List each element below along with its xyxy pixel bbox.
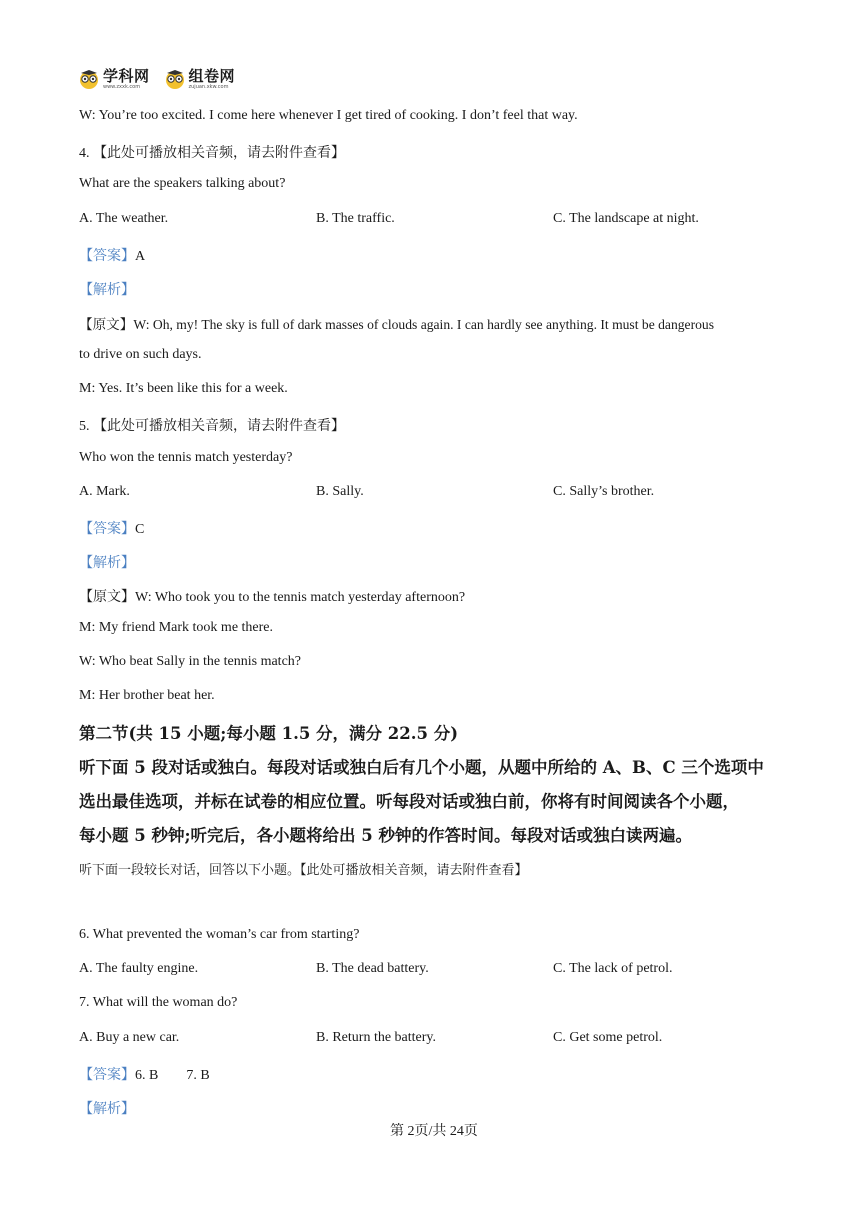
question-4-options [79,211,779,227]
question-6-text: 6. What prevented the woman’s car from starting? [79,927,360,942]
question-5-text: Who won the tennis match yesterday? [79,450,293,465]
option-b: B. Sally. [316,484,364,499]
question-7-options [79,1030,779,1046]
analysis-tag: 【解析】 [79,1102,135,1117]
original-text-line [79,586,465,606]
original-text: W: Who took you to the tennis match yesterday afternoon? [135,590,466,605]
dialogue-line: W: You’re too excited. I come here whenever I get tired of cooking. I don’t feel that way. [79,108,578,123]
option-c: C. The landscape at night. [553,211,699,226]
answer-line [79,245,145,265]
logo-url: zujuan.xkw.com [188,83,229,90]
answer-tag: 【答案】 [79,249,135,264]
owl-icon [78,68,100,90]
option-c: C. Sally’s brother. [553,484,655,499]
logo-xuekewang [78,68,150,90]
option-a: A. The faulty engine. [79,961,199,976]
option-c: C. Get some petrol. [553,1030,663,1045]
header-logos [78,66,249,92]
original-text: W: Oh, my! The sky is full of dark masses of clouds again. I can hardly see anything. It must be dangerous [133,317,714,332]
answer-value: C [135,522,145,537]
listening-instruction: 听下面一段较长对话，回答以下小题。【此处可播放相关音频，请去附件查看】 [79,862,528,877]
dialogue-line: M: Her brother beat her. [79,688,215,703]
instruction-line: 选出最佳选项，并标在试卷的相应位置。听每段对话或独白前，你将有时间阅读各个小题， [79,792,739,811]
answer-line [79,1064,210,1084]
page-number: 第 2页/共 24页 [390,1124,478,1139]
question-4-audio: 4. 【此处可播放相关音频，请去附件查看】 [79,146,345,161]
original-tag: 【原文】 [79,590,135,605]
answer-value: A [135,249,146,264]
option-a: A. Mark. [79,484,130,499]
analysis-tag: 【解析】 [79,556,135,571]
logo-name: 学科网 [103,66,150,85]
original-text-cont: to drive on such days. [79,347,202,362]
dialogue-line: W: Who beat Sally in the tennis match? [79,654,301,669]
section-heading: 第二节(共 15 小题;每小题 1.5 分，满分 22.5 分) [79,724,459,743]
option-c: C. The lack of petrol. [553,961,673,976]
question-4-text: What are the speakers talking about? [79,176,286,191]
question-5-options [79,484,779,500]
instruction-line: 每小题 5 秒钟;听完后，各小题将给出 5 秒钟的作答时间。每段对话或独白读两遍。 [79,826,693,845]
question-6-options [79,961,779,977]
answer-line [79,518,144,538]
question-7-text: 7. What will the woman do? [79,995,238,1010]
original-tag: 【原文】 [79,317,134,332]
option-b: B. The dead battery. [316,961,429,976]
option-a: A. The weather. [79,211,169,226]
question-5-audio: 5. 【此处可播放相关音频，请去附件查看】 [79,419,345,434]
option-a: A. Buy a new car. [79,1030,180,1045]
option-b: B. The traffic. [316,211,395,226]
owl-icon [164,68,186,90]
logo-name: 组卷网 [188,66,236,85]
dialogue-line: M: Yes. It’s been like this for a week. [79,381,288,396]
dialogue-line: M: My friend Mark took me there. [79,620,274,635]
answer-tag: 【答案】 [79,522,135,537]
instruction-line: 听下面 5 段对话或独白。每段对话或独白后有几个小题，从题中所给的 A、B、C 三个选项中 [79,758,764,777]
answer-tag: 【答案】 [79,1068,135,1083]
logo-url: www.zxxk.com [103,83,141,90]
logo-zujuanwang [164,68,236,90]
original-text-line [79,313,714,333]
option-b: B. Return the battery. [316,1030,437,1045]
answer-value: 6. B 7. B [135,1068,210,1083]
analysis-tag: 【解析】 [79,283,135,298]
